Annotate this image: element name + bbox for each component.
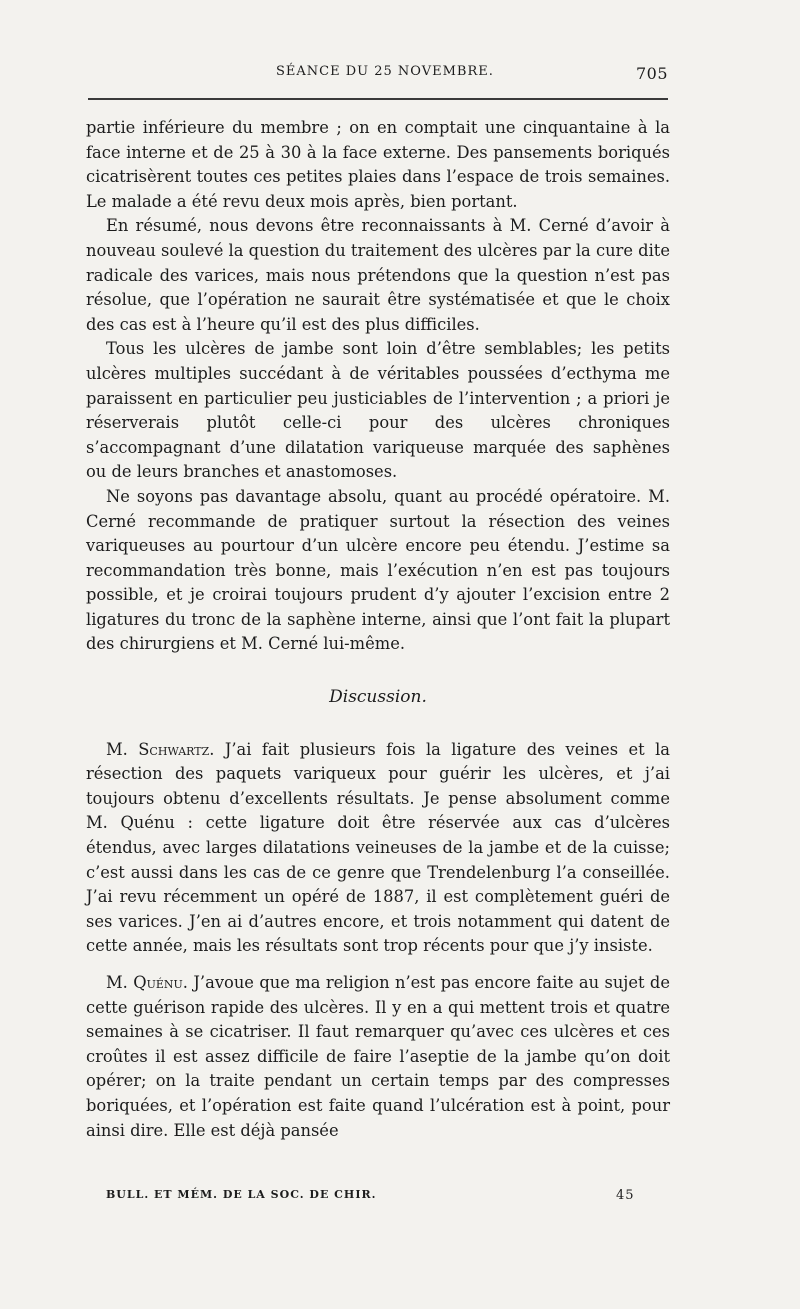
speech-text: J’avoue que ma religion n’est pas encore faite au sujet de cette guérison rapide des ulcères. Il y en a qui mettent trois et quatre semaines à se cicatriser. Il faut remarquer qu’avec ces ulcères et ces croûtes il est assez difficile de faire l’aseptie de la jambe qu’on doit opérer; on la traite pendant un certain temps par des compresses boriquées, et l’opération est faite quand l’ulcération est à point, pour ainsi dire. Elle est déjà pansée	[86, 973, 670, 1140]
paragraph: Tous les ulcères de jambe sont loin d’être semblables; les petits ulcères multiples succédant à de véritables poussées d’ecthyma me paraissent en particulier peu justiciables de l’intervention ; a priori je réserverais plutôt celle-ci pour des ulcères chroniques s’accompagnant d’une dilatation variqueuse marquée des saphènes ou de leurs branches et anastomoses.	[86, 339, 670, 482]
speech-text: J’ai fait plusieurs fois la ligature des veines et la résection des paquets variqueux pour guérir les ulcères, et j’ai toujours obtenu d’excellents résultats. Je pense absolument comme M. Quénu : cette ligature doit être réservée aux cas d’ulcères étendus, avec larges dilatations veineuses de la jambe et de la cuisse; c’est aussi dans les cas de ce genre que Trendelenburg l’a conseillée. J’ai revu récemment un opéré de 1887, il est complètement guéri de ses varices. J’en ai d’autres encore, et trois notamment qui datent de cette année, mais les résultats sont trop récents pour que j’y insiste.	[86, 739, 670, 956]
speech-paragraph	[86, 971, 670, 1143]
footer-journal: BULL. ET MÉM. DE LA SOC. DE CHIR.	[106, 1188, 377, 1201]
paragraph: En résumé, nous devons être reconnaissants à M. Cerné d’avoir à nouveau soulevé la question du traitement des ulcères par la cure dite radicale des varices, mais nous prétendons que la question n’est pas résolue, que l’opération ne saurait être systématisée et que le choix des cas est à l’heure qu’il est des plus difficiles.	[86, 216, 670, 334]
page-footer	[106, 1188, 635, 1208]
speech-paragraph	[86, 738, 670, 959]
signature-mark: 45	[616, 1188, 635, 1203]
paragraph: partie inférieure du membre ; on en comptait une cinquantaine à la face interne et de 25 à 30 à la face externe. Des pansements boriqués cicatrisèrent toutes ces petites plaies dans l’espace de trois semaines. Le malade a été revu deux mois après, bien portant.	[86, 118, 670, 211]
speaker-name: Quénu.	[133, 973, 188, 992]
section-title: Discussion.	[329, 687, 427, 708]
page-header	[86, 64, 668, 86]
speaker-prefix: M.	[106, 739, 139, 759]
body-text	[86, 116, 670, 1143]
running-title: SÉANCE DU 25 NOVEMBRE.	[276, 64, 494, 79]
speaker-prefix: M.	[106, 973, 134, 992]
paragraph-gap	[86, 959, 670, 971]
header-rule	[88, 98, 668, 100]
page-number: 705	[635, 64, 668, 83]
speaker-name: Schwartz.	[138, 739, 215, 759]
paragraph: Ne soyons pas davantage absolu, quant au procédé opératoire. M. Cerné recommande de pratiquer surtout la résection des veines variqueuses au pourtour d’un ulcère encore peu étendu. J’estime sa recommandation très bonne, mais l’exécution n’en est pas toujours possible, et je croirai toujours prudent d’y ajouter l’excision entre 2 ligatures du tronc de la saphène interne, ainsi que l’ont fait la plupart des chirurgiens et M. Cerné lui-même.	[86, 486, 670, 654]
